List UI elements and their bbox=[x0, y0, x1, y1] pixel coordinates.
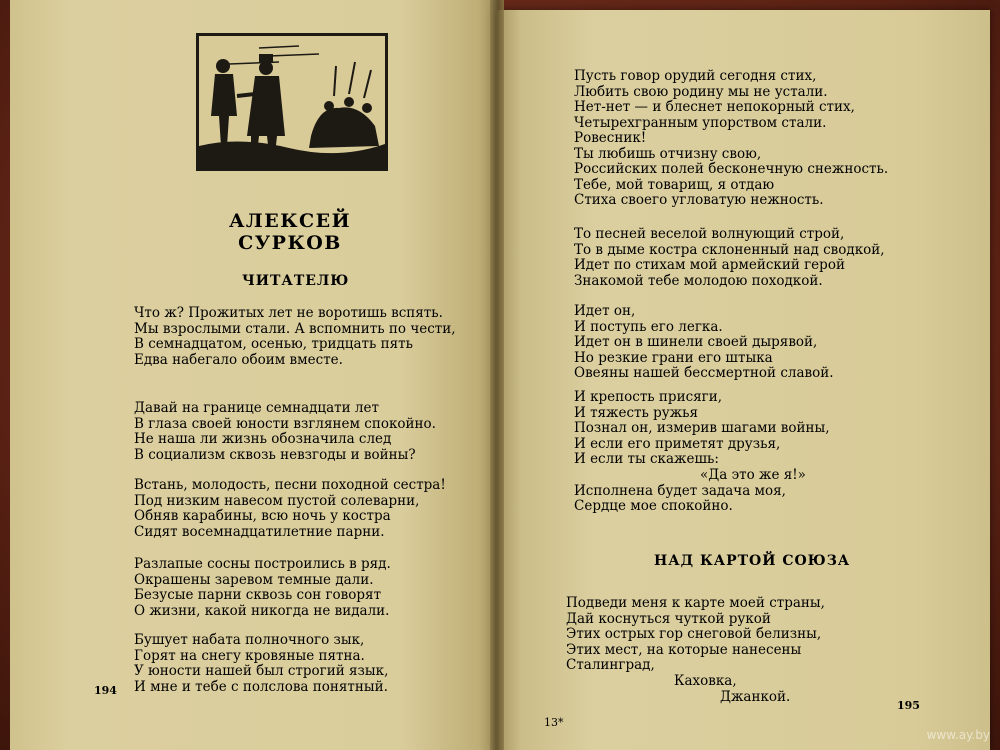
poem-line: И поступь его легка. bbox=[574, 318, 723, 335]
poem-line: Встань, молодость, песни походной сестра! bbox=[134, 477, 446, 493]
poem-line: Каховка, bbox=[674, 672, 737, 689]
poem-line: Давай на границе семнадцати лет bbox=[134, 400, 379, 416]
stanza bbox=[574, 69, 855, 131]
poem-line: Овеяны нашей бессмертной славой. bbox=[574, 365, 834, 382]
stanza bbox=[134, 633, 388, 695]
poem-line: Этих острых гор снеговой белизны, bbox=[566, 626, 822, 643]
poem-line: Познал он, измерив шагами войны, bbox=[574, 420, 830, 437]
poem-line: Тебе, мой товарищ, я отдаю bbox=[574, 176, 775, 193]
stanza bbox=[566, 596, 825, 705]
poem-line: Сталинград, bbox=[566, 657, 655, 674]
poem-line: О жизни, какой никогда не видали. bbox=[134, 602, 390, 619]
poem-line: Идет по стихам мой армейский герой bbox=[574, 257, 845, 274]
poem-line: Обняв карабины, всю ночь у костра bbox=[134, 508, 391, 525]
page-number-right: 195 bbox=[897, 699, 920, 712]
poem-line: В семнадцатом, осенью, тридцать пять bbox=[134, 336, 413, 353]
poem-line: Едва набегало обоим вместе. bbox=[134, 351, 343, 368]
poem-line: Ты любишь отчизну свою, bbox=[574, 145, 762, 162]
poem-line: Дай коснуться чуткой рукой bbox=[566, 610, 771, 627]
poem-line: Сидят восемнадцатилетние парни. bbox=[134, 523, 385, 540]
stanza bbox=[574, 131, 888, 209]
poem-line: Российских полей бесконечную снежность. bbox=[574, 161, 889, 178]
poem-line: Идет он в шинели своей дырявой, bbox=[574, 334, 818, 351]
poem-line: И если ты скажешь: bbox=[574, 451, 719, 468]
poem-line: Бушует набата полночного зык, bbox=[134, 632, 365, 648]
page-number-left: 194 bbox=[94, 684, 117, 697]
poem-line: Горят на снегу кровяные пятна. bbox=[134, 647, 365, 664]
poem-line: Подведи меня к карте моей страны, bbox=[566, 595, 825, 611]
stanza bbox=[574, 227, 885, 289]
poem-line: Нет-нет — и блеснет непокорный стих, bbox=[574, 99, 855, 116]
poem-line: В глаза своей юности взглянем спокойно. bbox=[134, 415, 436, 432]
poem-line: Идет он, bbox=[574, 303, 636, 319]
woodcut-illustration bbox=[196, 33, 388, 171]
poem-line: Безусые парни сквозь сон говорят bbox=[134, 587, 382, 604]
watermark: www.ay.by bbox=[926, 728, 990, 742]
poem-line: Разлапые сосны построились в ряд. bbox=[134, 556, 391, 572]
stanza bbox=[574, 304, 834, 382]
poem-line: У юности нашей был строгий язык, bbox=[134, 663, 389, 680]
poem2-title: НАД КАРТОЙ СОЮЗА bbox=[654, 553, 851, 569]
signature-mark: 13* bbox=[544, 716, 564, 729]
poem-line: Окрашены заревом темные дали. bbox=[134, 571, 374, 588]
poem-line: И крепость присяги, bbox=[574, 389, 723, 405]
poem-line: Знакомой тебе молодою походкой. bbox=[574, 272, 823, 289]
woodcut-illustration-icon bbox=[199, 36, 385, 168]
poem-line: Стиха своего угловатую нежность. bbox=[574, 192, 824, 209]
poem-line: Под низким навесом пустой солеварни, bbox=[134, 492, 420, 509]
stanza bbox=[134, 557, 391, 619]
poem-line: Не наша ли жизнь обозначила след bbox=[134, 431, 392, 448]
poem-line: Мы взрослыми стали. А вспомнить по чести, bbox=[134, 320, 456, 337]
poem-line: Этих мест, на которые нанесены bbox=[566, 641, 802, 658]
poem-line: И если его приметят друзья, bbox=[574, 435, 781, 452]
poem-line: Исполнена будет задача моя, bbox=[574, 482, 786, 499]
poem-line: То в дыме костра склоненный над сводкой, bbox=[574, 241, 885, 258]
poem-line: Что ж? Прожитых лет не воротишь вспять. bbox=[134, 305, 443, 321]
stanza bbox=[134, 401, 436, 463]
poem-line: И мне и тебе с полслова понятный. bbox=[134, 678, 388, 695]
poem-line: Джанкой. bbox=[720, 688, 791, 705]
stanza bbox=[574, 390, 830, 515]
poem-line: Пусть говор орудий сегодня стих, bbox=[574, 68, 817, 84]
poem-line: То песней веселой волнующий строй, bbox=[574, 226, 845, 242]
poem-line: «Да это же я!» bbox=[700, 466, 806, 483]
poem-line: Четырехгранным упорством стали. bbox=[574, 114, 827, 131]
poem-title: ЧИТАТЕЛЮ bbox=[242, 273, 350, 289]
stanza bbox=[134, 306, 456, 368]
poem-line: Но резкие грани его штыка bbox=[574, 349, 773, 366]
poem-line: Любить свою родину мы не устали. bbox=[574, 83, 828, 100]
poem-line: Сердце мое спокойно. bbox=[574, 498, 733, 515]
author-name: АЛЕКСЕЙ СУРКОВ bbox=[228, 210, 352, 254]
poem-line: Ровесник! bbox=[574, 130, 647, 146]
poem-line: В социализм сквозь невзгоды и войны? bbox=[134, 446, 416, 463]
stanza bbox=[134, 478, 446, 540]
poem-line: И тяжесть ружья bbox=[574, 404, 698, 421]
book-spine bbox=[490, 0, 504, 750]
